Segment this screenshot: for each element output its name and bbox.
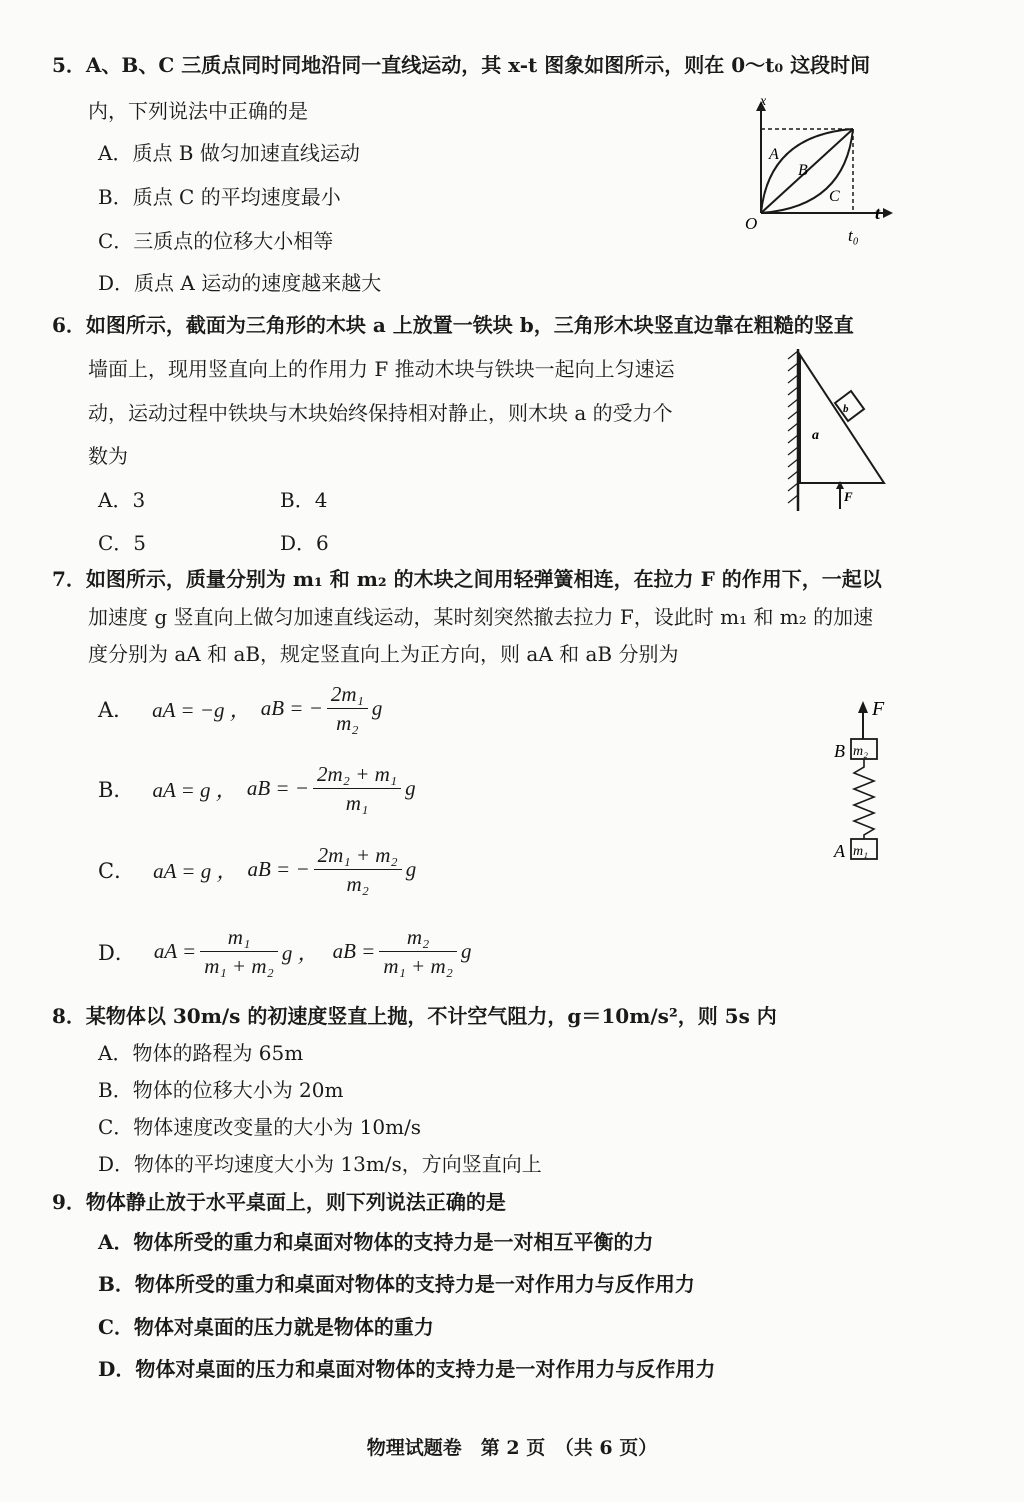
label-f: F — [844, 489, 853, 504]
wall-hatching — [788, 351, 798, 503]
label-m1: m₁ — [853, 844, 868, 859]
fraction: $\frac{\text{2m₁ + m₂}}{\text{m₂}}$ — [314, 843, 402, 896]
q6-option-c[interactable]: C．5 — [98, 531, 147, 555]
label-f: F — [872, 698, 885, 720]
q7-stem-line2: 加速度 g 竖直向上做匀加速直线运动，某时刻突然撤去拉力 F，设此时 m₁ 和 m₂ 的加速 — [88, 605, 874, 629]
fraction: $\frac{\text{2m₂ + m₁}}{\text{m₁}}$ — [313, 762, 401, 815]
q6-option-d[interactable]: D．6 — [280, 531, 329, 555]
fraction: $\frac{\text{2m₁}}{\text{m₂}}$ — [327, 682, 368, 735]
q9-option-a[interactable]: A．物体所受的重力和桌面对物体的支持力是一对相互平衡的力 — [98, 1230, 654, 1254]
t0-label: t₀ — [848, 226, 859, 245]
q7-option-a[interactable]: A． aA = −g ， aB = − $\frac{\text{2m₁}}{\text{m₂}}$ g — [98, 682, 383, 735]
q5-option-c[interactable]: C．三质点的位移大小相等 — [98, 229, 334, 253]
q7-option-c[interactable]: C． aA = g ， aB = − $\frac{\text{2m₁ + m₂}}{\text{m₂}}$ g — [98, 843, 417, 896]
q5-option-a[interactable]: A．质点 B 做匀加速直线运动 — [98, 141, 360, 165]
q6-stem-line4: 数为 — [88, 444, 128, 468]
t-axis-label: t — [875, 203, 881, 223]
fraction: $\frac{\text{m₁}}{\text{m₁ + m₂}}$ — [200, 925, 278, 978]
q5-option-d[interactable]: D．质点 A 运动的速度越来越大 — [98, 271, 382, 295]
q6-stem-line1: 6．如图所示，截面为三角形的木块 a 上放置一铁块 b，三角形木块竖直边靠在粗糙的竖直 — [52, 313, 854, 337]
q9-option-d[interactable]: D．物体对桌面的压力和桌面对物体的支持力是一对作用力与反作用力 — [98, 1357, 716, 1381]
label-m2: m₂ — [853, 744, 868, 759]
q6-stem-line3: 动，运动过程中铁块与木块始终保持相对静止，则木块 a 的受力个 — [88, 401, 673, 425]
q7-stem-line3: 度分别为 aA 和 aB，规定竖直向上为正方向，则 aA 和 aB 分别为 — [88, 642, 679, 666]
q5-stem-line1: 5．A、B、C 三质点同时同地沿同一直线运动，其 x-t 图象如图所示，则在 0～t₀ 这段时间 — [52, 53, 871, 77]
q6-stem-line2: 墙面上，现用竖直向上的作用力 F 推动木块与铁块一起向上匀速运 — [88, 357, 675, 381]
wedge-a — [800, 355, 884, 483]
label-a: A — [834, 841, 845, 861]
q7-option-b[interactable]: B． aA = g ， aB = − $\frac{\text{2m₂ + m₁}}{\text{m₁}}$ g — [98, 762, 416, 815]
q8-stem-line1: 8．某物体以 30m/s 的初速度竖直上抛，不计空气阻力，g＝10m/s²，则 5s 内 — [52, 1004, 777, 1028]
q9-option-c[interactable]: C．物体对桌面的压力就是物体的重力 — [98, 1315, 434, 1339]
q8-option-b[interactable]: B．物体的位移大小为 20m — [98, 1078, 344, 1102]
q7-option-d[interactable]: D． aA = $\frac{\text{m₁}}{\text{m₁ + m₂}}$ g ， aB = $\frac{\text{m₂}}{\text{m₁ + m₂}}$ g — [98, 925, 472, 978]
curve-b-label: B — [798, 162, 808, 179]
q9-option-b[interactable]: B．物体所受的重力和桌面对物体的支持力是一对作用力与反作用力 — [98, 1272, 695, 1296]
q6-wedge-figure — [780, 345, 895, 515]
q8-option-d[interactable]: D．物体的平均速度大小为 13m/s，方向竖直向上 — [98, 1152, 542, 1176]
q5-xt-graph — [735, 95, 895, 255]
spring — [854, 759, 874, 839]
label-b: B — [834, 741, 845, 761]
origin-label: O — [745, 214, 758, 233]
q8-option-a[interactable]: A．物体的路程为 65m — [98, 1041, 304, 1065]
label-b: b — [843, 403, 849, 415]
q5-option-b[interactable]: B．质点 C 的平均速度最小 — [98, 185, 341, 209]
fraction: $\frac{\text{m₂}}{\text{m₁ + m₂}}$ — [379, 925, 457, 978]
q7-spring-figure — [828, 695, 898, 865]
q7-stem-line1: 7．如图所示，质量分别为 m₁ 和 m₂ 的木块之间用轻弹簧相连，在拉力 F 的作用下，一起以 — [52, 567, 882, 591]
label-a: a — [812, 428, 819, 443]
curve-a-label: A — [769, 146, 779, 163]
force-arrow-icon — [858, 701, 868, 713]
t-axis-arrow-icon — [883, 208, 893, 218]
x-axis-label: x — [760, 95, 767, 109]
q8-option-c[interactable]: C．物体速度改变量的大小为 10m/s — [98, 1115, 422, 1139]
q6-option-a[interactable]: A．3 — [98, 488, 146, 512]
q5-stem-line2: 内，下列说法中正确的是 — [88, 99, 308, 123]
q9-stem-line1: 9．物体静止放于水平桌面上，则下列说法正确的是 — [52, 1190, 506, 1214]
curve-c-label: C — [829, 188, 840, 205]
page-footer: 物理试题卷 第 2 页 （共 6 页） — [366, 1437, 658, 1459]
q6-option-b[interactable]: B．4 — [280, 488, 328, 512]
